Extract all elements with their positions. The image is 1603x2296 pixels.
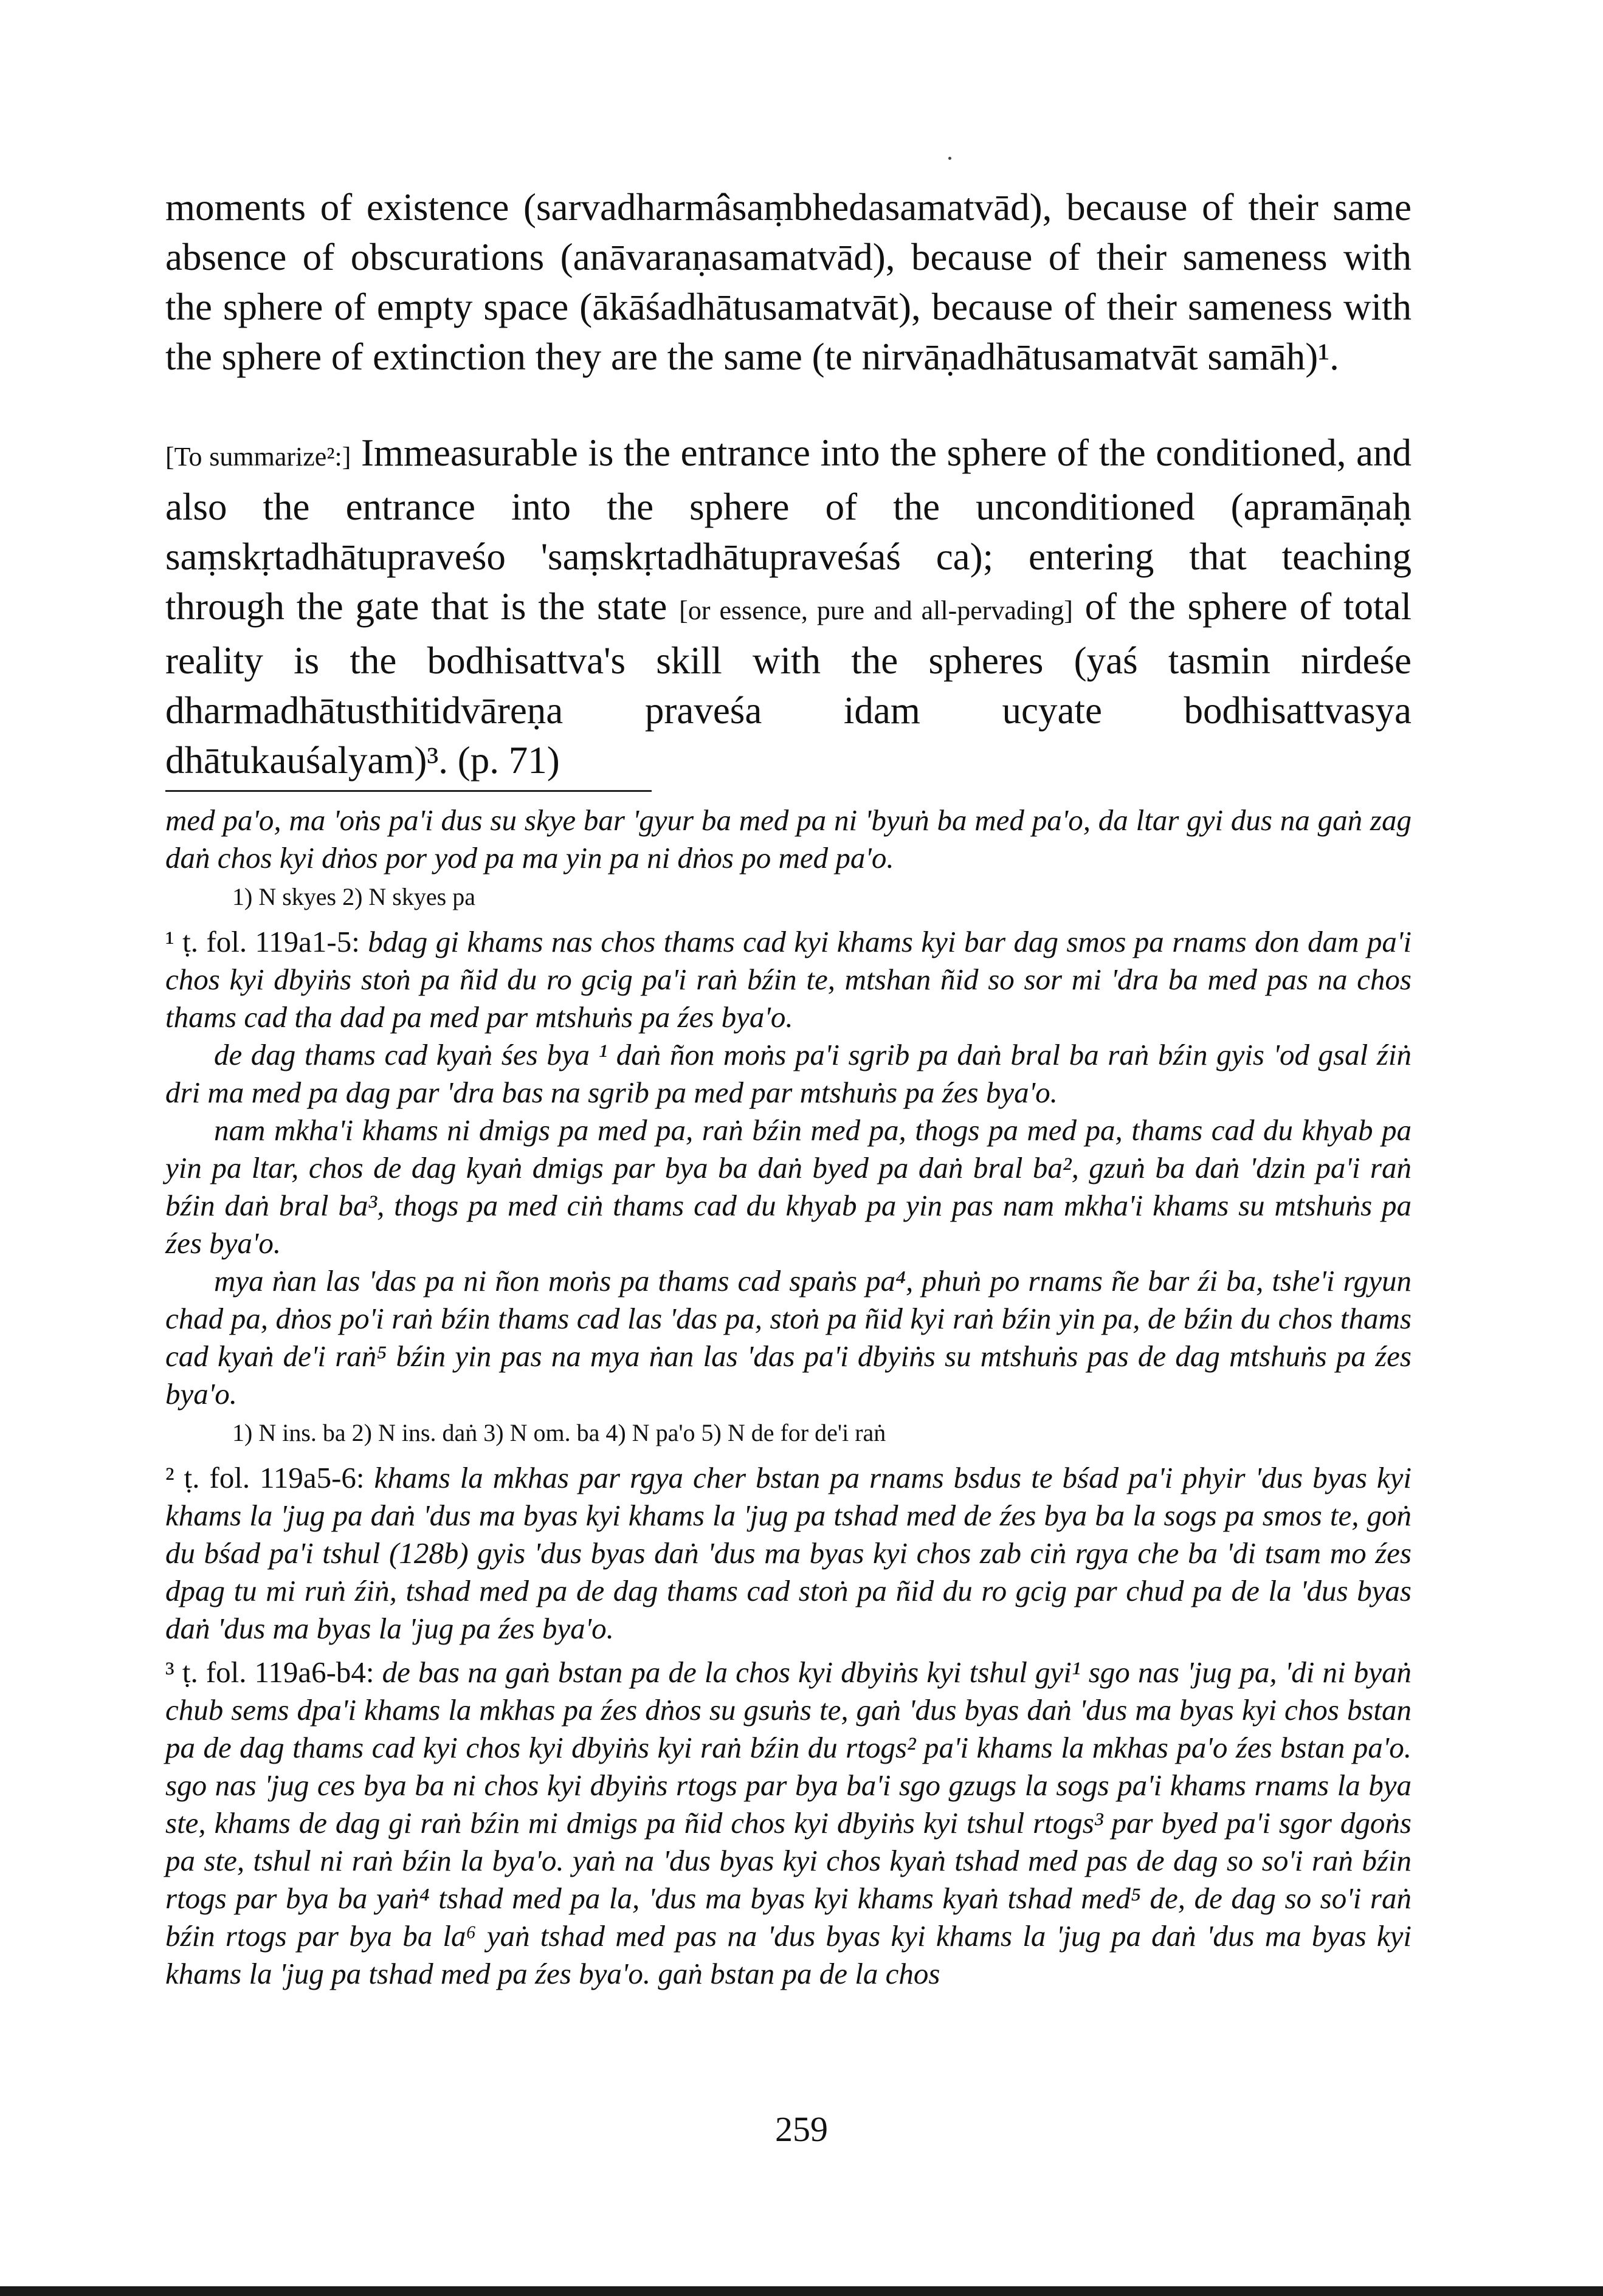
paragraph-2 [165,428,1412,785]
footnotes [165,802,1412,1993]
footnote-2 [165,1459,1412,1648]
variant-readings: 1) N skyes 2) N skyes pa [232,883,475,910]
bracket-insert: [or essence, pure and all-pervading] [679,596,1073,625]
footnote-continuation: med pa'o, ma 'oṅs pa'i dus su skye bar 'gyur ba med pa ni 'byuṅ ba med pa'o, da ltar gyi dus na gaṅ zag daṅ chos kyi dṅos por yod pa ma yin pa ni dṅos po med pa'o. [165,803,1412,875]
footnote-1-para: mya ṅan las 'das pa ni ñon moṅs pa thams cad spaṅs pa⁴, phuṅ po rnams ñe bar źi ba, tshe'i rgyun chad pa, dṅos po'i raṅ bźin thams cad las 'das pa, stoṅ pa ñid kyi raṅ bźin yin pa, de bźin du chos thams cad kyaṅ de'i raṅ⁵ bźin yin pas na mya ṅan las 'das pa'i dbyiṅs su mtshuṅs pas de dag mtshuṅs pa źes bya'o. [165,1264,1412,1411]
footnote-text: bdag gi khams nas chos thams cad kyi khams kyi bar dag smos pa rnams don dam pa'i chos kyi dbyiṅs stoṅ pa ñid du ro gcig pa'i raṅ bźin te, mtshan ñid so sor mi 'dra ba med pas na chos thams cad tha dad pa med par mtshuṅs pa źes bya'o. [165,925,1412,1034]
footnote-1 [165,923,1412,1036]
footnote-1-para: de dag thams cad kyaṅ śes bya ¹ daṅ ñon moṅs pa'i sgrib pa daṅ bral ba raṅ bźin gyis 'od gsal źiṅ dri ma med pa dag par 'dra bas na sgrib pa med par mtshuṅs pa źes bya'o. [165,1038,1412,1109]
footnote-ref: ² ṭ. fol. 119a5-6: [165,1461,365,1494]
footnote-ref: ³ ṭ. fol. 119a6-b4: [165,1655,374,1689]
footnote-ref: ¹ ṭ. fol. 119a1-5: [165,925,360,958]
footnote-rule [165,790,652,792]
footnote-1-para: nam mkha'i khams ni dmigs pa med pa, raṅ bźin med pa, thogs pa med pa, thams cad du khyab pa yin pa ltar, chos de dag kyaṅ dmigs par bya ba daṅ byed pa daṅ bral ba², gzuṅ ba daṅ 'dzin pa'i raṅ bźin daṅ bral ba³, thogs pa med ciṅ thams cad du khyab pa yin pas nam mkha'i khams su mtshuṅs pa źes bya'o. [165,1113,1412,1260]
page-number: 259 [775,2109,828,2149]
footnote-text: de bas na gaṅ bstan pa de la chos kyi dbyiṅs kyi tshul gyi¹ sgo nas 'jug pa, 'di ni byaṅ chub sems dpa'i khams la mkhas pa źes dṅos su gsuṅs te, gaṅ 'dus byas daṅ 'dus ma byas kyi chos bstan pa de dag thams cad kyi chos kyi dbyiṅs kyi raṅ bźin du rtogs² pa'i khams la mkhas pa'o źes bstan pa'o. sgo nas 'jug ces bya ba ni chos kyi dbyiṅs rtogs par bya ba'i sgo gzugs la sogs pa'i khams rnams la bya ste, khams de dag gi raṅ bźin mi dmigs pa ñid chos kyi dbyiṅs kyi tshul rtogs³ par byed pa'i sgor dgoṅs pa ste, tshul ni raṅ bźin la bya'o. yaṅ na 'dus byas kyi chos kyaṅ tshad med pas de dag so so'i raṅ bźin rtogs par bya ba yaṅ⁴ tshad med pa la, 'dus ma byas kyi khams kyaṅ tshad med⁵ de, de dag so so'i raṅ bźin rtogs par bya ba la⁶ yaṅ tshad med pas na 'dus byas kyi khams la 'jug pa daṅ 'dus ma byas kyi khams la 'jug pa tshad med pa źes bya'o. gaṅ bstan pa de la chos [165,1655,1412,1990]
variant-readings: 1) N ins. ba 2) N ins. daṅ 3) N om. ba 4) N pa'o 5) N de for de'i raṅ [232,1419,886,1446]
paragraph-2-end: of the sphere of total reality is the bodhisattva's skill with the spheres (yaś tasmin nirdeśe dharmadhātusthitidvāreṇa praveśa idam ucyate bodhisattvasya dhātukauśalyam)³. (p. 71) [165,585,1412,782]
footnote-text: khams la mkhas par rgya cher bstan pa rnams bsdus te bśad pa'i phyir 'dus byas kyi khams la 'jug pa daṅ 'dus ma byas kyi khams la 'jug pa tshad med de źes bya ba la sogs pa smos te, goṅ du bśad pa'i tshul (128b) gyis 'dus byas daṅ 'dus ma byas kyi chos zab ciṅ rgya che ba 'di tsam mo źes dpag tu mi ruṅ źiṅ, tshad med pa de dag thams cad stoṅ pa ñid du ro gcig par chud pa de la 'dus byas daṅ 'dus ma byas la 'jug pa źes bya'o. [165,1461,1412,1645]
footnote-3 [165,1654,1412,1993]
paragraph-1: moments of existence (sarvadharmâsaṃbhedasamatvād), because of their same absence of obscurations (anāvaraṇasamatvād), because of their sameness with the sphere of empty space (ākāśadhātusamatvāt), because of their sameness with the sphere of extinction they are the same (te nirvāṇadhātusamatvāt samāh)¹. [165,186,1412,378]
paragraph-2-text: Immeasurable is the entrance into the sphere of the conditioned, and also the entrance into the sphere of the unconditioned (apramāṇaḥ saṃskṛtadhātupraveśo 'saṃskṛtadhātupraveśaś ca); entering that teaching through the gate that is the state [165,431,1412,628]
page-body [165,182,1412,1993]
scan-speck [948,157,951,160]
bracket-summary: [To summarize²:] [165,442,351,472]
scan-edge [0,2286,1603,2296]
